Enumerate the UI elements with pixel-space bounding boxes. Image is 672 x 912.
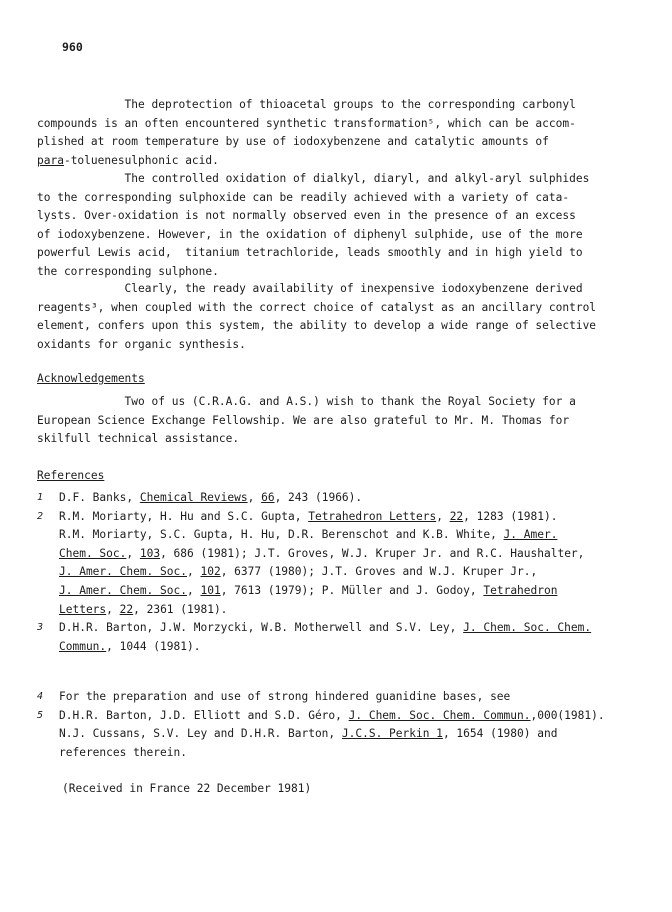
journal-title: J. Amer. Chem. Soc. xyxy=(59,565,187,579)
text-line: The deprotection of thioacetal groups to the corresponding carbonyl xyxy=(37,98,576,111)
volume: 22 xyxy=(449,509,464,523)
text-line: the corresponding sulphone. xyxy=(37,264,219,278)
text-line: The controlled oxidation of dialkyl, diaryl, and alkyl-aryl sulphides xyxy=(37,172,590,185)
ref-text: , xyxy=(186,565,201,579)
text-line: of iodoxybenzene. However, in the oxidation of diphenyl sulphide, use of the more xyxy=(37,227,583,241)
ref-text: , 2361 (1981). xyxy=(133,602,228,616)
ref-text: R.M. Moriarty, S.C. Gupta, H. Hu, D.R. Berenschot and K.B. White, xyxy=(59,528,504,542)
reference-number: 5 xyxy=(37,709,44,721)
volume: 101 xyxy=(200,583,221,597)
journal-title: J. Amer. xyxy=(503,528,558,542)
journal-title: Chem. Soc. xyxy=(59,546,127,560)
reference-list xyxy=(37,489,657,656)
volume: 102 xyxy=(200,565,221,579)
journal-title: J. Chem. Soc. Chem. Commun. xyxy=(348,708,531,722)
body-paragraph-3 xyxy=(37,280,649,354)
journal-title: J. Amer. Chem. Soc. xyxy=(59,583,187,597)
ref-text: , xyxy=(126,546,140,560)
text-line: skilfull technical assistance. xyxy=(37,432,240,446)
journal-title: J. Chem. Soc. Chem. xyxy=(463,621,592,635)
reference-number: 3 xyxy=(37,622,44,634)
acknowledgements-heading: Acknowledgements xyxy=(37,372,145,385)
ref-text: , xyxy=(436,509,450,523)
reference-3 xyxy=(37,619,657,656)
text-line: plished at room temperature by use of iodoxybenzene and catalytic amounts of xyxy=(37,135,549,149)
journal-title: Letters xyxy=(59,602,107,616)
text-line: to the corresponding sulphoxide can be readily achieved with a variety of cata- xyxy=(37,190,570,204)
references-heading: References xyxy=(37,469,105,482)
body-paragraph-2 xyxy=(37,170,649,282)
journal-title: Commun. xyxy=(59,639,107,653)
reference-list-continued xyxy=(37,688,657,762)
ref-text: , 6377 (1980); J.T. Groves and W.J. Kruper Jr., xyxy=(220,565,538,579)
journal-title: Tetrahedron Letters xyxy=(308,509,437,523)
text-line: reagents³, when coupled with the correct choice of catalyst as an ancillary control xyxy=(37,300,597,314)
ref-text: N.J. Cussans, S.V. Ley and D.H.R. Barton, xyxy=(59,727,342,741)
journal-title: Chemical Reviews xyxy=(139,491,248,504)
page-number: 960 xyxy=(62,40,83,54)
ref-text: , xyxy=(106,602,120,616)
reference-number: 1 xyxy=(37,492,44,503)
volume: 22 xyxy=(119,602,134,616)
ref-text: R.M. Moriarty, H. Hu and S.C. Gupta, xyxy=(59,509,309,523)
reference-1 xyxy=(37,489,657,508)
ref-text: ,000(1981). xyxy=(530,708,605,722)
text-line: powerful Lewis acid, titanium tetrachloride, leads smoothly and in high yield to xyxy=(37,246,583,260)
text-line: compounds is an often encountered synthetic transformation⁵, which can be accom- xyxy=(37,116,576,130)
text-line: lysts. Over-oxidation is not normally observed even in the presence of an excess xyxy=(37,209,576,223)
acknowledgements-paragraph xyxy=(37,393,649,449)
text-line: para-toluenesulphonic acid. xyxy=(37,153,219,167)
reference-number: 2 xyxy=(37,510,44,522)
ref-text: D.F. Banks, xyxy=(59,491,140,504)
ref-text: , 1044 (1981). xyxy=(106,639,201,653)
text-line: oxidants for organic synthesis. xyxy=(37,337,246,351)
journal-title: Tetrahedron xyxy=(483,583,558,597)
ref-text: D.H.R. Barton, J.W. Morzycki, W.B. Motherwell and S.V. Ley, xyxy=(59,621,464,635)
journal-title: J.C.S. Perkin 1 xyxy=(341,727,443,741)
text-line: element, confers upon this system, the ability to develop a wide range of selective xyxy=(37,319,597,333)
volume: 103 xyxy=(139,546,161,560)
body-paragraph-1 xyxy=(37,96,649,170)
ref-text: , xyxy=(247,491,262,504)
ref-text: , 243 (1966). xyxy=(274,491,363,504)
ref-text: For the preparation and use of strong hindered guanidine bases, see xyxy=(59,690,511,703)
text-line: European Science Exchange Fellowship. We are also grateful to Mr. M. Thomas for xyxy=(37,413,570,427)
ref-text: , 1283 (1981). xyxy=(463,509,558,523)
ref-text: , 7613 (1979); P. Müller and J. Godoy, xyxy=(220,583,484,597)
ref-text: , xyxy=(186,583,201,597)
reference-4 xyxy=(37,688,657,707)
ref-text: , 1654 (1980) and xyxy=(442,727,558,741)
ref-text: D.H.R. Barton, J.D. Elliott and S.D. Géro, xyxy=(59,708,349,722)
reference-5 xyxy=(37,707,657,763)
text-line: Clearly, the ready availability of inexpensive iodoxybenzene derived xyxy=(37,282,583,295)
volume: 66 xyxy=(261,491,275,504)
emphasis-para: para xyxy=(37,153,64,167)
reference-number: 4 xyxy=(37,691,44,702)
reference-2 xyxy=(37,508,657,620)
ref-text: , 686 (1981); J.T. Groves, W.J. Kruper Jr. and R.C. Haushalter, xyxy=(160,546,585,560)
ref-text: references therein. xyxy=(59,745,187,759)
text-line: Two of us (C.R.A.G. and A.S.) wish to thank the Royal Society for a xyxy=(37,395,576,408)
received-date: (Received in France 22 December 1981) xyxy=(62,782,312,795)
